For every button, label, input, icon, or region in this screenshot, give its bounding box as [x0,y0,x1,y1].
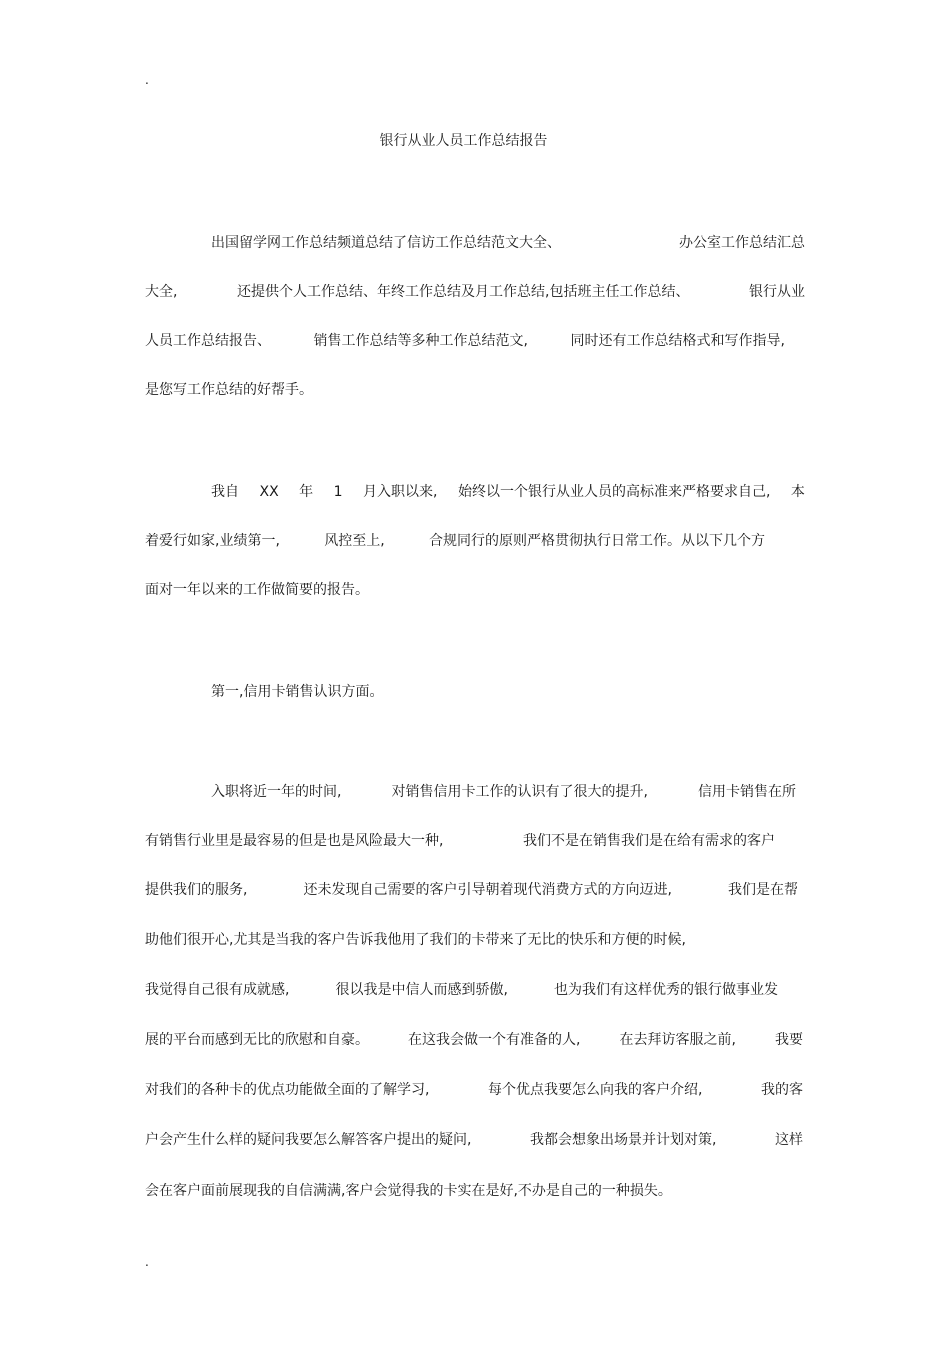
paragraph-1-line-2 [145,282,805,302]
text-segment: 风控至上, [324,533,385,549]
paragraph-4-line-6 [145,1030,803,1050]
text-segment: 提供我们的服务, [145,882,248,898]
text-segment: 展的平台而感到无比的欣慰和自豪。 [145,1032,369,1048]
paragraph-1-line-3 [145,331,785,351]
text-segment: 每个优点我要怎么向我的客户介绍, [488,1082,703,1098]
text-segment: 很以我是中信人而感到骄傲, [335,982,508,998]
text-segment: 本 [790,484,805,500]
paragraph-4-line-5 [145,980,778,1000]
text-segment: 我要 [775,1032,803,1048]
paragraph-4-line-2 [145,831,775,851]
text-segment: 我觉得自己很有成就感, [145,982,290,998]
paragraph-4-line-8 [145,1130,803,1150]
document-title: 银行从业人员工作总结报告 [379,133,548,149]
text-segment: 这样 [775,1132,803,1148]
text-segment: 我们不是在销售我们是在给有需求的客户 [523,833,775,849]
text-segment: 入职将近一年的时间, [211,784,342,800]
footer-dot: . [145,1255,149,1269]
text-segment: 在去拜访客服之前, [619,1032,736,1048]
paragraph-2-line-2 [145,531,765,551]
text-segment: 合规同行的原则严格贯彻执行日常工作。从以下几个方 [428,533,765,549]
paragraph-2-line-3: 面对一年以来的工作做简要的报告。 [145,582,369,598]
paragraph-2-line-1 [211,482,805,502]
text-segment: 对销售信用卡工作的认识有了很大的提升, [391,784,648,800]
text-segment: 办公室工作总结汇总 [679,235,805,251]
text-segment: 也为我们有这样优秀的银行做事业发 [554,982,778,998]
paragraph-4-line-1 [211,782,796,802]
text-segment: 月入职以来, [363,484,438,500]
header-dot: . [145,73,149,87]
text-segment: 大全, [145,284,178,300]
text-segment: 还提供个人工作总结、年终工作总结及月工作总结,包括班主任工作总结、 [237,284,690,300]
text-segment: 我的客 [761,1082,803,1098]
text-segment: XX [259,484,279,500]
text-segment: 银行从业 [749,284,805,300]
text-segment: 有销售行业里是最容易的但是也是风险最大一种, [145,833,444,849]
text-segment: 还未发现自己需要的客户引导朝着现代消费方式的方向迈进, [303,882,672,898]
text-segment: 我们是在帮 [728,882,798,898]
text-segment: 同时还有工作总结格式和写作指导, [570,333,785,349]
text-segment: 信用卡销售在所 [698,784,796,800]
text-segment: 对我们的各种卡的优点功能做全面的了解学习, [145,1082,430,1098]
paragraph-1-line-1 [211,233,805,253]
text-segment: 我都会想象出场景并计划对策, [530,1132,717,1148]
text-segment: 1 [333,484,343,500]
text-segment: 在这我会做一个有准备的人, [408,1032,581,1048]
paragraph-4-line-7 [145,1080,803,1100]
text-segment: 人员工作总结报告、 [145,333,271,349]
section-heading-credit-card: 第一,信用卡销售认识方面。 [211,684,384,700]
paragraph-4-line-3 [145,880,798,900]
text-segment: 年 [299,484,314,500]
text-segment: 我自 [211,484,239,500]
text-segment: 始终以一个银行从业人员的高标准来严格要求自己, [457,484,771,500]
paragraph-4-line-9: 会在客户面前展现我的自信满满,客户会觉得我的卡实在是好,不办是自己的一种损失。 [145,1183,672,1199]
text-segment: 销售工作总结等多种工作总结范文, [313,333,528,349]
text-segment: 着爱行如家,业绩第一, [145,533,280,549]
text-segment: 出国留学网工作总结频道总结了信访工作总结范文大全、 [211,235,561,251]
text-segment: 户会产生什么样的疑问我要怎么解答客户提出的疑问, [145,1132,472,1148]
paragraph-1-line-4: 是您写工作总结的好帮手。 [145,382,313,398]
paragraph-4-line-4: 助他们很开心,尤其是当我的客户告诉我他用了我们的卡带来了无比的快乐和方便的时候, [145,932,686,948]
